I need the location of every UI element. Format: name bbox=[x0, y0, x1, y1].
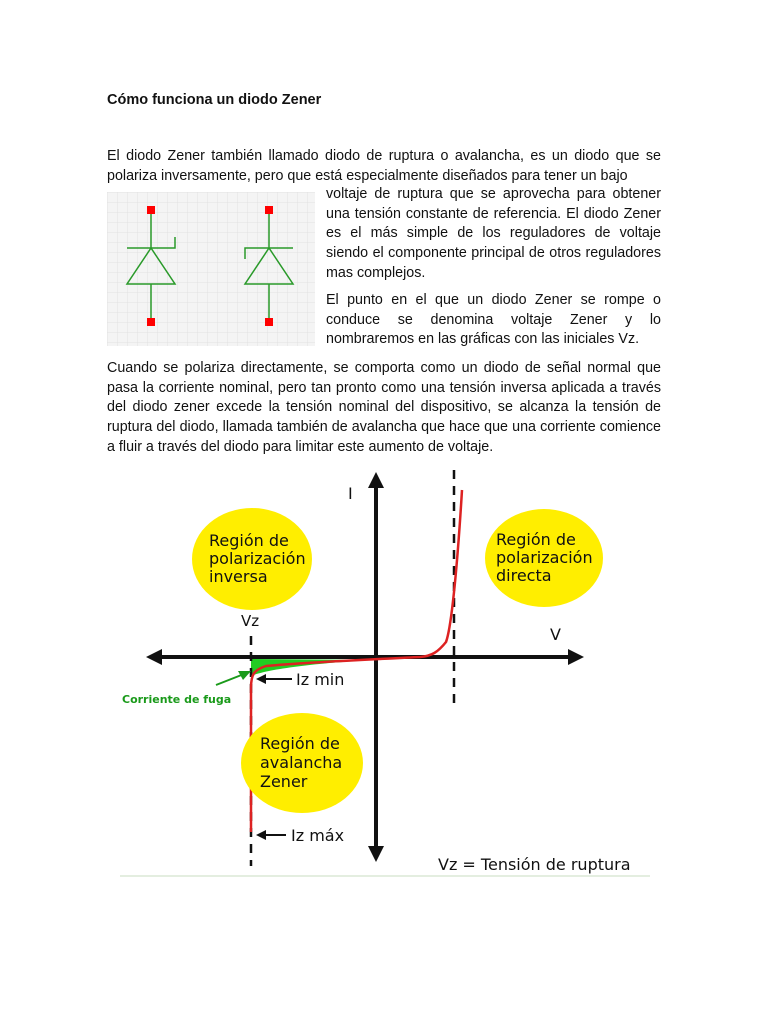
iz-max-label: Iz máx bbox=[291, 826, 345, 845]
avalanche-region-line-2: avalancha bbox=[260, 753, 343, 772]
avalanche-region-line-1: Región de bbox=[260, 734, 340, 753]
forward-region-line-2: polarización bbox=[496, 548, 593, 567]
polarization-paragraph: Cuando se polariza directamente, se comporta como un diodo de señal normal que pasa la corriente nominal, pero tan pronto como una tensión inversa aplicada a través del diodo zener excede la tensión nominal del dispositivo, se alcanza la tensión de ruptura del diodo, llamada también de avalancha que hace que una corriente comience a fluir a través del diodo para limitar este aumento de voltaje. bbox=[107, 360, 661, 455]
v-axis-label: V bbox=[550, 625, 561, 644]
vz-label: Vz bbox=[241, 612, 260, 630]
intro-paragraph: El diodo Zener también llamado diodo de ruptura o avalancha, es un diodo que se polariza inversamente, pero que está especialmente diseñados para tener un bajo bbox=[107, 148, 661, 184]
reverse-region-line-1: Región de bbox=[209, 531, 289, 550]
page-title: Cómo funciona un diodo Zener bbox=[107, 92, 322, 108]
forward-region-line-1: Región de bbox=[496, 530, 576, 549]
leakage-label: Corriente de fuga bbox=[122, 693, 232, 706]
i-axis-label: I bbox=[348, 484, 353, 503]
iz-min-label: Iz min bbox=[296, 670, 345, 689]
zener-symbol-image bbox=[107, 192, 315, 346]
legend-text: Vz = Tensión de ruptura bbox=[438, 855, 631, 874]
reverse-region-line-3: inversa bbox=[209, 567, 268, 586]
avalanche-region-line-3: Zener bbox=[260, 772, 308, 791]
forward-region-line-3: directa bbox=[496, 566, 552, 585]
vz-paragraph: El punto en el que un diodo Zener se rompe o conduce se denomina voltaje Zener y lo nombraremos en las gráficas con las iniciales Vz. bbox=[326, 292, 661, 348]
intro-paragraph-continued: voltaje de ruptura que se aprovecha para obtener una tensión constante de referencia. El diodo Zener es el más simple de los reguladores de voltaje siendo el componente principal de otros reguladores mas complejos. bbox=[326, 186, 661, 281]
reverse-region-line-2: polarización bbox=[209, 549, 306, 568]
zener-iv-graph bbox=[120, 466, 650, 877]
